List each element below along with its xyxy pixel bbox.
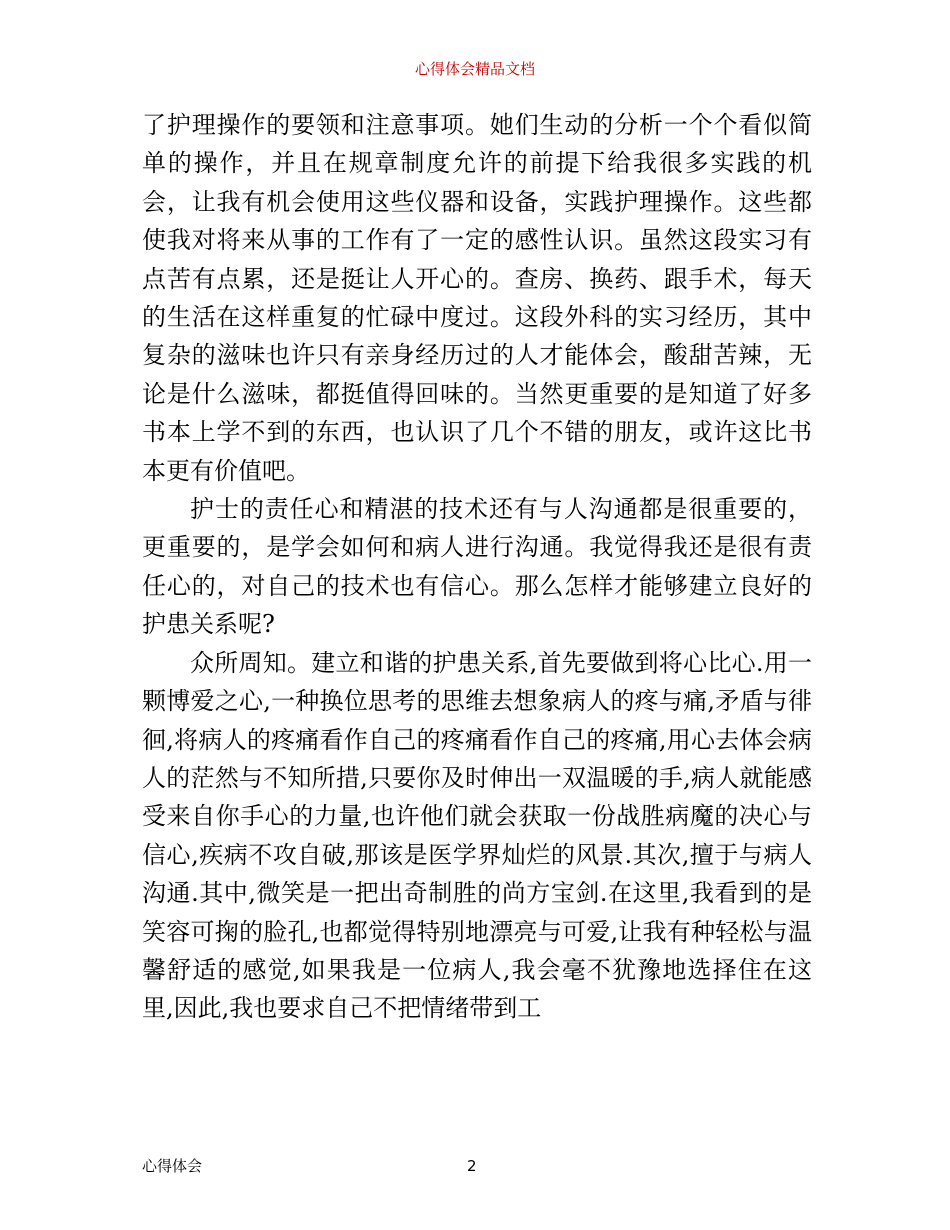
document-body: [142, 106, 812, 1028]
page-number: 2: [467, 1157, 477, 1175]
page-header-title: 心得体会精品文档: [414, 60, 535, 78]
paragraph-continuation: 了护理操作的要领和注意事项。她们生动的分析一个个看似简单的操作，并且在规章制度允许的前提下给我很多实践的机会，让我有机会使用这些仪器和设备，实践护理操作。这些都使我对将来从事的工作有了一定的感性认识。虽然这段实习有点苦有点累，还是挺让人开心的。查房、换药、跟手术，每天的生活在这样重复的忙碌中度过。这段外科的实习经历，其中复杂的滋味也许只有亲身经历过的人才能体会，酸甜苦辣，无论是什么滋味，都挺值得回味的。当然更重要的是知道了好多书本上学不到的东西，也认识了几个不错的朋友，或许这比书本更有价值吧。: [142, 111, 812, 485]
page-footer-label: 心得体会: [142, 1157, 203, 1175]
paragraph-responsibility: 护士的责任心和精湛的技术还有与人沟通都是很重要的，更重要的，是学会如何和病人进行沟通。我觉得我还是很有责任心的，对自己的技术也有信心。那么怎样才能够建立良好的护患关系呢?: [142, 495, 812, 639]
paragraph-relationship: 众所周知。建立和谐的护患关系,首先要做到将心比心.用一颗博爱之心,一种换位思考的思维去想象病人的疼与痛,矛盾与徘徊,将病人的疼痛看作自己的疼痛看作自己的疼痛,用心去体会病人的茫然与不知所措,只要你及时伸出一双温暖的手,病人就能感受来自你手心的力量,也许他们就会获取一份战胜病魔的决心与信心,疾病不攻自破,那该是医学界灿烂的风景.其次,擅于与病人沟通.其中,微笑是一把出奇制胜的尚方宝剑.在这里,我看到的是笑容可掬的脸孔,也都觉得特别地漂亮与可爱,让我有种轻松与温馨舒适的感觉,如果我是一位病人,我会毫不犹豫地选择住在这里,因此,我也要求自己不把情绪带到工: [142, 648, 812, 1023]
